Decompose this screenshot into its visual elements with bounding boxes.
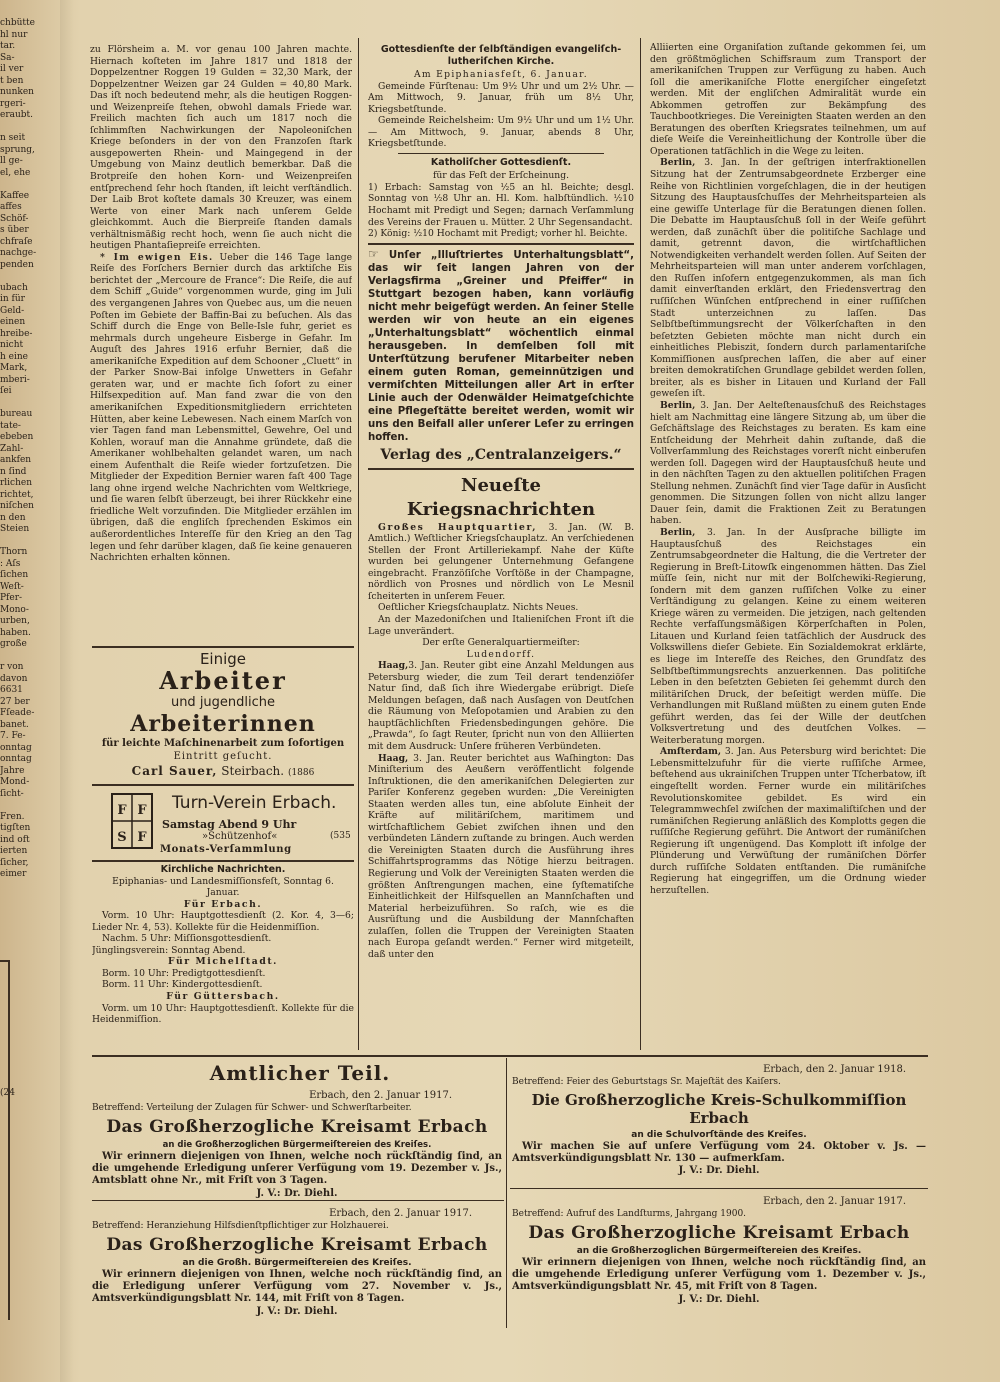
fragment-line: ierten xyxy=(0,846,28,856)
fragment-line: Weſt- xyxy=(0,581,24,592)
fragment-line: nachge- xyxy=(0,248,36,258)
fragment-line xyxy=(0,881,36,893)
kriegsnachrichten-3: An der Mazedoniſchen und Italieniſchen Front iſt die Lage unverändert. xyxy=(368,613,634,637)
notice-betr: Betreffend: Heranziehung Hilfsdienſtpflichtiger zur Holzhauerei. xyxy=(92,1221,389,1232)
notice-to: an die Großherzoglichen Bürgermeiſtereien des Kreiſes. xyxy=(576,1245,862,1256)
fragment-line: 27 ber xyxy=(0,696,30,707)
fragment-line: onntag xyxy=(0,742,32,753)
column-1 xyxy=(90,44,352,654)
notice-betr: Betreffend: Verteilung der Zulagen für Schwer- und Schwerſtarbeiter. xyxy=(92,1103,412,1114)
ad-line-arbeiterinnen: Arbeiterinnen xyxy=(130,711,316,737)
fragment-line: 7. Fe- xyxy=(0,731,26,741)
dateline: Großes Hauptquartier, xyxy=(378,521,538,533)
notice-2 xyxy=(92,1208,502,1328)
fragment-line: ſicht- xyxy=(0,788,24,799)
fragment-line: penden xyxy=(0,259,34,270)
katholisch-sub: für das Feſt der Erſcheinung. xyxy=(432,170,570,182)
fragment-line: einen xyxy=(0,317,26,327)
fragment-line xyxy=(0,651,36,663)
ad-top-rule xyxy=(92,646,354,648)
body: 3. Jan. In der Ausſprache billigte im Hauptausſchuß des Reichstages ein Zentrumsabgeordneter die Haltung, die die Vertreter der Regierung in Breſt-Litowſk eingenommen hätten. Das Ziel müſſe ſein, nicht nur mit der Bolſchewiki-Regierung, ſondern mit dem ganzen ruſſiſchen Volke zu einer Verſtändigung zu gelangen. Keine zu einem weiteren Kriege wären zu vermeiden. Die jetzigen, nach geltenden Rechte verfaſſungsmäßigen Körperſchaften in Polen, Litauen und Kurland ſeien tatſächlich der Ausdruck des Volkswillens dieſer Gebiete. Ein Sozialdemokrat erklärte, es liege im Intereſſe des Reiches, den Grundſatz des Selbſtbeſtimmungsrechts anzuerkennen. Das politiſche Leben in den beſetzten Gebieten ſei gehemmt durch den militäriſchen Druck, der beſeitigt werden müſſe. Die Verhandlungen mit Rußland müßten zu einem guten Ende geführt werden, das ſei der Wille der deutſchen Volksvertretung und des deutſchen Volkes. — Weiterberatung morgen. xyxy=(650,526,926,746)
kriegsnachrichten-title: Neueſte Kriegsnachrichten xyxy=(406,474,596,520)
notice-body: Wir machen Sie auf unſere Verfügung vom 24. Oktober v. Js. — Amtsverkündigungsblatt Nr. 130 — aufmerkſam. xyxy=(512,1140,926,1165)
ad-line-arbeiter: Arbeiter xyxy=(159,666,287,695)
notice-betr: Betreffend: Aufruf des Landſturms, Jahrgang 1900. xyxy=(512,1209,747,1220)
fragment-line: rlichen xyxy=(0,478,33,488)
left-fragment-rule-top xyxy=(0,960,10,962)
ad-line-jugendliche: und jugendliche xyxy=(170,695,276,710)
fragment-line: nicht xyxy=(0,340,24,350)
column-rule-2 xyxy=(640,38,641,1050)
amtlicher-title: Amtlicher Teil. xyxy=(209,1061,391,1085)
fragment-line: Steien xyxy=(0,524,30,534)
fragment-line: tate- xyxy=(0,420,21,431)
notice-to: an die Schulvorſtände des Kreiſes. xyxy=(631,1129,807,1140)
fragment-line: mberi- xyxy=(0,374,30,385)
fragment-line: haben. xyxy=(0,627,31,638)
fragment-line: n ſind xyxy=(0,466,27,477)
col3-p3 xyxy=(650,400,926,527)
kriegsnachrichten-4: Der erſte Generalquartiermeiſter: xyxy=(422,637,580,649)
fragment-line: tar. xyxy=(0,41,16,51)
turnverein-code: (535 xyxy=(330,831,351,841)
notice-office: Das Großherzogliche Kreisamt Erbach xyxy=(106,1234,488,1255)
fragment-line: ebeben xyxy=(0,432,34,442)
fragment-line: Mark, xyxy=(0,363,28,373)
fragment-line: Thorn xyxy=(0,547,28,557)
fragment-line: el, ehe xyxy=(0,167,31,178)
fragment-line xyxy=(0,271,36,283)
notice-office: Die Großherzogliche Kreis-Schulkommiſſion Erbach xyxy=(531,1090,907,1127)
dateline: Amſterdam, xyxy=(660,746,722,758)
fragment-line: bureau xyxy=(0,409,33,419)
kirchliche-t1: Vorm. 10 Uhr: Hauptgottesdienſt (2. Kor. 4, 3—6; Lieder Nr. 4, 53). Kollekte für die Heidenmiſſion. xyxy=(92,910,354,933)
fragment-line: sprung, xyxy=(0,144,35,155)
turnverein-line1: Samstag Abend 9 Uhr xyxy=(162,818,297,831)
kirchliche-nachrichten xyxy=(92,864,354,1054)
katholisch-1: 1) Erbach: Samstag von ½5 an hl. Beichte; desgl. Sonntag von ½8 Uhr an. Hl. Kom. halbſtündlich. ½10 Hochamt mit Predigt und Segen; darnach Verſammlung des Vereins der Frauen u. Mütter. 2 Uhr Segensandacht. xyxy=(368,181,634,228)
fragment-line: eimer xyxy=(0,869,27,879)
fragment-line: Fren. xyxy=(0,811,25,822)
fragment-line: nunken xyxy=(0,87,34,97)
turnverein-line2: »Schützenhof« xyxy=(202,831,278,842)
kriegsnachrichten-5: Ludendorff. xyxy=(466,648,536,660)
notice-1 xyxy=(92,1090,502,1198)
fragment-line xyxy=(0,398,36,410)
fragment-line: ſichen xyxy=(0,570,29,580)
amtlicher-right-hrule xyxy=(510,1188,928,1189)
notice-to: an die Großh. Bürgermeiſtereien des Kreiſes. xyxy=(182,1257,412,1268)
grain-prices-article: zu Flörsheim a. M. vor genau 100 Jahren machte. Hiernach koſteten im Jahre 1817 und 1818 der Doppelzentner Roggen 19 Gulden = 32,30 Mark, der Doppelzentner Weizen gar 24 Gulden = 40,80 Mark. Das iſt noch bedeutend mehr, als die heutigen Roggen- und Weizenpreiſe ſtehen, obwohl damals Friede war. Freilich machten ſich auch um 1817 noch die ſchlimmſten Nachwirkungen der Napoleoniſchen Kriege beſonders in der von den Franzoſen ſtark ausgepowerten Rhein- und Maingegend in der Umgebung von Mainz deutlich bemerkbar. Daß die Brotpreiſe den hohen Korn- und Weizenpreiſen entſprechend ſehr hoch ſtanden, iſt leicht verſtändlich. Der Laib Brot koſtete damals 30 Kreuzer, was einem Werte von einer Mark nach unſerem Gelde gleichkommt. Auch die Bierpreiſe ſtanden damals verhältnismäßig recht hoch, wenn ſie auch nicht die heutigen Phantaſiepreiſe erreichten. xyxy=(90,44,352,252)
ad-bottom-rule xyxy=(92,860,354,862)
fragment-line: Zahl- xyxy=(0,443,24,454)
fragment-line: davon xyxy=(0,673,28,684)
kirchliche-t3: Jünglingsverein: Sonntag Abend. xyxy=(92,944,246,956)
fragment-line xyxy=(0,179,36,191)
body: 3. Jan. In der geſtrigen interfraktionellen Sitzung hat der Zentrumsabgeordnete Erzberger eine Reihe von Richtlinien vorgeſchlagen, die in der heutigen Sitzung des Hauptausſchuſſes der Mehrheitsparteien als eine gewiſſe Unterlage für die Beratungen dienen ſollen. Die Debatte im Hauptausſchuß ſoll in der Weiſe geführt werden, daß zunächſt über die politiſche Sachlage und damit, getrennt davon, die wirtſchaftlichen Notwendigkeiten verhandelt werden ſollen. Auf Seiten der Mehrheitsparteien will man unter anderem vorſchlagen, den Ruſſen inſofern entgegenzukommen, als man ſich damit einverſtanden erklärt, den Friedensvertrag den ruſſiſchen Wünſchen entſprechend in einer ruſſiſchen Stadt unterzeichnen zu laſſen. Das Selbſtbeſtimmungsrecht der Völkerſchaften in den beſetzten Gebieten möchte man nicht durch ein einheitliches Plebiszit, ſondern durch parlamentariſche Kommiſſionen ausſprechen laſſen, die aber auf einer breiten demokratiſchen Grundlage gebildet werden ſollen, breiter, als es bisher in Litauen und Kurland der Fall geweſen iſt. xyxy=(650,157,926,400)
fragment-line: eraubt. xyxy=(0,110,34,120)
fragment-line: il ver xyxy=(0,64,24,74)
notice-to: an die Großherzoglichen Bürgermeiſtereien des Kreiſes. xyxy=(162,1139,432,1150)
separator-1 xyxy=(398,153,604,154)
fragment-line: ll ge- xyxy=(0,156,23,166)
turnverein-emblem-icon xyxy=(110,792,154,850)
kirchliche-h2: Für Michelſtadt. xyxy=(168,956,278,968)
notice-body: Wir erinnern diejenigen von Ihnen, welche noch rückſtändig ſind, an die umgehende Erledigung unſerer Verfügung vom 19. Dezember v. Js., Amtsblatt ohne Nr., mit Friſt von 3 Tagen. xyxy=(92,1150,502,1187)
ad-turnverein xyxy=(92,788,356,858)
fragment-line xyxy=(0,536,36,548)
notice-body: Unſer „Illuſtriertes Unterhaltungsblatt“, das wir ſeit langen Jahren von der Verlagsfirma „Greiner und Pfeiffer“ in Stuttgart bezogen haben, kann vorläufig nicht mehr beigefügt werden. An ſeiner Stelle werden wir von heute an ein eigenes „Unterhaltungsblatt“ wöchentlich einmal herausgeben. In demſelben ſoll mit Unterſtützung berufener Mitarbeiter neben einem guten Roman, gemeinnützigen und vermiſchten Mitteilungen aller Art in erſter Linie auch der Odenwälder Heimatgeſchichte eine Pflegeſtätte bereitet werden, womit wir uns den Beifall aller unſerer Leſer zu erringen hoffen. xyxy=(368,249,634,443)
body: 3. Jan. Der Aelteſtenausſchuß des Reichstages hielt am Nachmittag eine längere Sitzung ab, um über die Geſchäftslage des Reichstages zu beraten. Es kam eine Entſcheidung der Mehrheit dahin zuſtande, daß die Vollverſammlung des Reichstages vorerſt nicht einberufen werden ſoll. Dagegen wird der Hauptausſchuß heute und in den nächſten Tagen zu den aktuellen politiſchen Fragen Stellung nehmen. Zunächſt ſind vier Tage dafür in Ausſicht genommen. Die Sitzungen ſollen von nicht allzu langer Dauer ſein, damit die Fraktionen Zeit zu Beratungen haben. xyxy=(650,399,926,527)
svg-text:F: F xyxy=(137,830,147,845)
notice-signature: J. V.: Dr. Diehl. xyxy=(256,1187,338,1198)
left-fragment-rule xyxy=(0,960,10,1320)
ad-line-eintritt: Eintritt geſucht. xyxy=(173,751,273,762)
svg-text:F: F xyxy=(137,803,147,818)
svg-text:S: S xyxy=(117,830,127,845)
column-2 xyxy=(368,42,634,1052)
kirchliche-t2: Nachm. 5 Uhr: Miſſionsgottesdienſt. xyxy=(102,933,272,945)
ad-mid-rule xyxy=(92,784,354,786)
amtlicher-top-rule xyxy=(92,1055,928,1057)
notice-3 xyxy=(512,1064,926,1186)
turnverein-line3: Monats-Verſammlung xyxy=(160,844,292,855)
notice-date: Erbach, den 2. Januar 1918. xyxy=(763,1064,906,1075)
fragment-line xyxy=(0,927,36,939)
body: 3. Jan. Reuter berichtet aus Waſhington: Das Miniſterium des Aeußern veröffentlicht folgende Inſtruktionen, die den amerikaniſchen Delegierten zur Pariſer Konferenz gegeben wurden: „Die Vereinigten Staaten werden alles tun, eine abſolute Einheit der Kräfte auf militäriſchem, maritimem und wirtſchaftlichem Gebiet zwiſchen ihnen und den verbündeten Ländern zuſtande zu bringen. Auch werden die Vereinigten Staaten durch die Ausführung ihres Schiffahrtsprogramms das Nötige hierzu beitragen. Regierung und Volk der Vereinigten Staaten werden die größten Anſtrengungen machen, eine ſyſtematiſche Einheitlichkeit der Hilfsquellen an Mannſchaften und Material herbeizuführen. So raſch, wie es die Ausrüſtung und die Ausbildung der Mannſchaften zulaſſen, ſollen die Truppen der Vereinigten Staaten nach Europa geſandt werden.“ Ferner wird mitgeteilt, daß unter den xyxy=(368,752,634,960)
col3-p1: Alliierten eine Organiſation zuſtande gekommen ſei, um den größtmöglichen Schiffsraum zum Transport der amerikaniſchen Truppen zur Verfügung zu haben. Auch ſoll die amerikaniſche Flotte energiſcher eingeſetzt werden. Mit der engliſchen Admiralität wurde ein Abkommen getroffen zur Bekämpfung des Tauchbootkrieges. Die Vereinigten Staaten werden an den Beratungen des oberſten Kriegsrates teilnehmen, um auf dieſe Weiſe die Vereinheitlichung der Kontrolle über die Operationen tatſächlich in die Wege zu leiten. xyxy=(650,42,926,157)
column-3 xyxy=(650,42,926,1052)
fragment-line: Mond- xyxy=(0,777,30,787)
notice-office: Das Großherzogliche Kreisamt Erbach xyxy=(528,1222,910,1243)
fragment-line xyxy=(0,892,36,904)
fragment-line: ubach xyxy=(0,282,28,293)
fragment-line: ankfen xyxy=(0,455,32,465)
fragment-line xyxy=(0,938,36,950)
notice-body: Wir erinnern diejenigen von Ihnen, welche noch rückſtändig ſind, an die umgehende Erledigung unſerer Verfügung vom 1. Dezember v. Js., Amtsverkündigungsblatt Nr. 45, mit Friſt von 8 Tagen. xyxy=(512,1256,926,1293)
fragment-line: n seit xyxy=(0,133,26,143)
amtlicher-left-hrule xyxy=(92,1200,504,1201)
fragment-line: hl nur xyxy=(0,29,28,40)
fragment-line xyxy=(0,800,36,812)
notice-signature: J. V.: Dr. Diehl. xyxy=(678,1293,760,1305)
separator-2 xyxy=(368,243,634,245)
kriegsnachrichten-6 xyxy=(368,660,634,752)
fragment-line: in für xyxy=(0,294,25,304)
gottesdienste-date: Am Epiphaniasfeſt, 6. Januar. xyxy=(413,69,589,80)
fragment-line: chfraſe xyxy=(0,236,33,247)
turnverein-logo xyxy=(110,792,154,850)
gottesdienste-title: Gottesdienſte der ſelbſtändigen evangeliſch-lutheriſchen Kirche. xyxy=(380,44,622,67)
dateline: Berlin, xyxy=(660,157,696,169)
katholisch-title: Katholiſcher Gottesdienſt. xyxy=(430,156,572,168)
fragment-line: s über xyxy=(0,225,29,235)
fragment-line: t ben xyxy=(0,75,24,86)
body: 3. Jan. (W. B. Amtlich.) Weſtlicher Kriegsſchauplatz. An verſchiedenen Stellen der Front Artilleriekampf. Nahe der Küſte wurden bei gelungener Unternehmung Gefangene eingebracht. Franzöſiſche Vorſtöße in der Champagne, nördlich von Prosnes und nördlich von Le Mesnil ſcheiterten in unſerem Feuer. xyxy=(368,521,634,602)
fragment-line: : Aſs xyxy=(0,558,21,569)
dateline: Haag, xyxy=(378,660,409,672)
kirchliche-h3: Für Güttersbach. xyxy=(166,990,280,1002)
fragment-line: Schöf- xyxy=(0,213,29,224)
ad-signature xyxy=(90,763,356,781)
ad-line-einige: Einige xyxy=(199,650,247,668)
katholisch-2: 2) König: ½10 Hochamt mit Predigt; vorher hl. Beichte. xyxy=(368,228,628,240)
notice-date: Erbach, den 2. Januar 1917. xyxy=(309,1090,452,1101)
fragment-line: rgeri- xyxy=(0,98,26,109)
fragment-line: onntag xyxy=(0,754,32,764)
svg-text:F: F xyxy=(117,803,127,818)
col3-p2 xyxy=(650,157,926,399)
fragment-line xyxy=(0,122,36,134)
notice-4 xyxy=(512,1196,926,1330)
col3-p5 xyxy=(650,746,926,896)
kirchliche-sub: Epiphanias- und Landesmiſſionsfeſt, Sonntag 6. Januar. xyxy=(112,875,334,899)
gottesdienste-2: Gemeinde Reichelsheim: Um 9½ Uhr und um 1½ Uhr. — Am Mittwoch, 9. Januar, abends 8 Uhr, Kriegsbetſtunde. xyxy=(368,115,634,150)
dateline: Berlin, xyxy=(660,399,696,411)
fragment-line: hreibe- xyxy=(0,328,33,339)
article-heading: * Im ewigen Eis. xyxy=(100,251,214,263)
fragment-line: Sa- xyxy=(0,52,15,63)
amtlicher-mid-vrule xyxy=(506,1058,507,1328)
fragment-line: ſei xyxy=(0,386,12,396)
kirchliche-title: Kirchliche Nachrichten. xyxy=(160,864,286,875)
fragment-line: Pfer- xyxy=(0,593,23,603)
fragment-line: urben, xyxy=(0,616,30,626)
fragment-line: Jahre xyxy=(0,765,25,776)
fragment-line: große xyxy=(0,639,27,649)
fragment-line: Kaffee xyxy=(0,190,30,201)
fragment-line: (24 xyxy=(0,1087,15,1098)
notice-date: Erbach, den 2. Januar 1917. xyxy=(329,1208,472,1219)
kirchliche-t6: Vorm. um 10 Uhr: Hauptgottesdienſt. Kollekte für die Heidenmiſſion. xyxy=(92,1002,354,1026)
turnverein-title: Turn-Verein Erbach. xyxy=(172,793,337,813)
page-fold-shadow xyxy=(60,0,74,1382)
ad-line-maschinenarbeit: für leichte Maſchinenarbeit zum ſofortigen xyxy=(101,738,345,749)
fragment-line: Mono- xyxy=(0,604,29,615)
pointing-hand-icon: ☞ xyxy=(368,246,379,261)
fragment-line: n den xyxy=(0,512,26,523)
article-body: Ueber die 146 Tage lange Reiſe des Forſchers Bernier durch das arktiſche Eis berichtet der „Mercoure de France“: Die Reiſe, die auf dem Schiff „Guide“ vorgenommen wurde, ging im Juli des vergangenen Jahres von Quebec aus, um die neuen Poſten im Gebiete der Baffin-Bai zu beſuchen. Als das Schiff durch die Enge von Belle-Isle fuhr, geriet es mehrmals durch ungeheure Eisberge in Gefahr. Im Auguſt des Jahres 1916 erfuhr Bernier, daß die amerikaniſche Expedition auf dem Schooner „Cluett“ in der Parker Snow-Bai infolge Unwetters in Gefahr geraten war, und er machte ſich ſofort zu einer Hilfsexpedition auf. Man fand zwar die von den amerikaniſchen Expeditionsmitgliedern errichteten Hütten, aber keine Lebewesen. Nach einem Marſch von vier Tagen fand man Lebensmittel, Gewehre, Oel und Kohlen, worauf man die Annahme gründete, daß die Amerikaner wohlbehalten gelandet waren, um nach einem Aufenthalt die Reiſe wieder fortzuſetzen. Die Mitglieder der Expedition Bernier waren faſt 400 Tage lang ohne irgend welche Nachrichten vom Weltkriege, und ſie waren ſelbſt überzeugt, bei ihrer Rückkehr eine friedliche Welt vorzufinden. Die Mitglieder erzählen im übrigen, daß die engliſch ſprechenden Eskimos ein außerordentliches Intereſſe für den Krieg an den Tag legen und ſehr darüber klagen, daß ſie keine genaueren Nachrichten erhalten können. xyxy=(90,251,352,564)
fragment-line: chbütte xyxy=(0,18,35,28)
fragment-line: Fſeade- xyxy=(0,708,35,718)
notice-body: Wir erinnern diejenigen von Ihnen, welche noch rückſtändig ſind, an die Erledigung unſerer Verfügung vom 27. November v. Js., Amtsverkündigungsblatt Nr. 144, mit Friſt von 8 Tagen. xyxy=(92,1268,502,1305)
ad-code: (1886 xyxy=(287,768,315,778)
unterhaltungsblatt-notice xyxy=(368,248,634,444)
fragment-line: niſchen xyxy=(0,501,34,511)
notice-betr: Betreffend: Feier des Geburtstags Sr. Majeſtät des Kaiſers. xyxy=(512,1077,781,1088)
column-rule-1 xyxy=(358,38,359,1050)
ad-arbeiter xyxy=(90,650,356,782)
separator-3 xyxy=(368,468,634,470)
kirchliche-t5: Borm. 11 Uhr: Kindergottesdienſt. xyxy=(102,979,263,991)
fragment-list xyxy=(0,18,36,1099)
fragment-line xyxy=(0,904,36,916)
verlag-signature: Verlag des „Centralanzeigers.“ xyxy=(380,446,622,463)
kirchliche-t4: Borm. 10 Uhr: Predigtgottesdienſt. xyxy=(102,967,266,979)
col3-p4 xyxy=(650,527,926,746)
fragment-line: banet. xyxy=(0,719,29,730)
body: 3. Jan. Reuter gibt eine Anzahl Meldungen aus Petersburg wieder, die zum Teil derart tendenziöſer Natur ſind, daß ſich ihre Wiedergabe erübrigt. Dieſe Meldungen beſagen, daß nach Ausſagen von Deutſchen die Räumung von Meſopotamien und Arabien zu den hauptſächlichſten Friedensbedingungen gehöre. Die „Prawda“, ſo ſagt Reuter, ſpricht nun von den Alliierten mit dem Ausdruck: Unſere früheren Verbündeten. xyxy=(368,660,634,752)
dateline: Haag, xyxy=(378,752,409,764)
fragment-line: richtet, xyxy=(0,489,34,500)
body: 3. Jan. Aus Petersburg wird berichtet: Die Lebensmittelzufuhr für die vierte ruſſiſche Armee, beſtehend aus ukrainiſchen Truppen unter Tſcherbatow, iſt eingeſtellt worden. Ferner wurde ein militäriſches Revolutionskomitee gebildet. Es wird ein Telegrammwechſel zwiſchen der maximaliſtiſchen und der rumäniſchen Regierung anläßlich des Komplotts gegen die ruſſiſche Regierung geführt. Die Antwort der rumäniſchen Regierung iſt ungenügend. Das Komplott iſt infolge der Plünderung und Verwüſtung der rumäniſchen Dörfer durch ruſſiſche Soldaten entſtanden. Die rumäniſche Regierung hat eingegriffen, um die Ordnung wieder herzuſtellen. xyxy=(650,746,926,896)
gottesdienste-1: Gemeinde Fürſtenau: Um 9½ Uhr und um 2½ Uhr. — Am Mittwoch, 9. Januar, früh um 8½ Uhr, Kriegsbetſtunde. xyxy=(368,80,634,115)
kriegsnachrichten-1 xyxy=(368,522,634,603)
dateline: Berlin, xyxy=(660,526,696,538)
notice-office: Das Großherzogliche Kreisamt Erbach xyxy=(106,1116,488,1137)
fragment-line xyxy=(0,915,36,927)
kriegsnachrichten-7 xyxy=(368,753,634,961)
eternal-ice-article xyxy=(90,252,352,564)
kriegsnachrichten-2: Oeſtlicher Kriegsſchauplatz. Nichts Neues. xyxy=(378,602,579,614)
kirchliche-h1: Für Erbach. xyxy=(183,898,263,910)
fragment-line: tigſten xyxy=(0,823,31,833)
notice-signature: J. V.: Dr. Diehl. xyxy=(256,1305,338,1317)
ad-place: Steirbach. xyxy=(221,764,285,778)
fragment-line: ind oft xyxy=(0,834,30,845)
fragment-line: r von xyxy=(0,662,24,672)
notice-date: Erbach, den 2. Januar 1917. xyxy=(763,1196,906,1207)
notice-signature: J. V.: Dr. Diehl. xyxy=(678,1165,760,1177)
fragment-line: Geld- xyxy=(0,305,25,316)
ad-name: Carl Sauer, xyxy=(131,764,218,778)
fragment-line: 6631 xyxy=(0,685,23,695)
fragment-line: h eine xyxy=(0,351,28,362)
fragment-line: ſicher, xyxy=(0,857,29,868)
fragment-line: affes xyxy=(0,202,22,212)
